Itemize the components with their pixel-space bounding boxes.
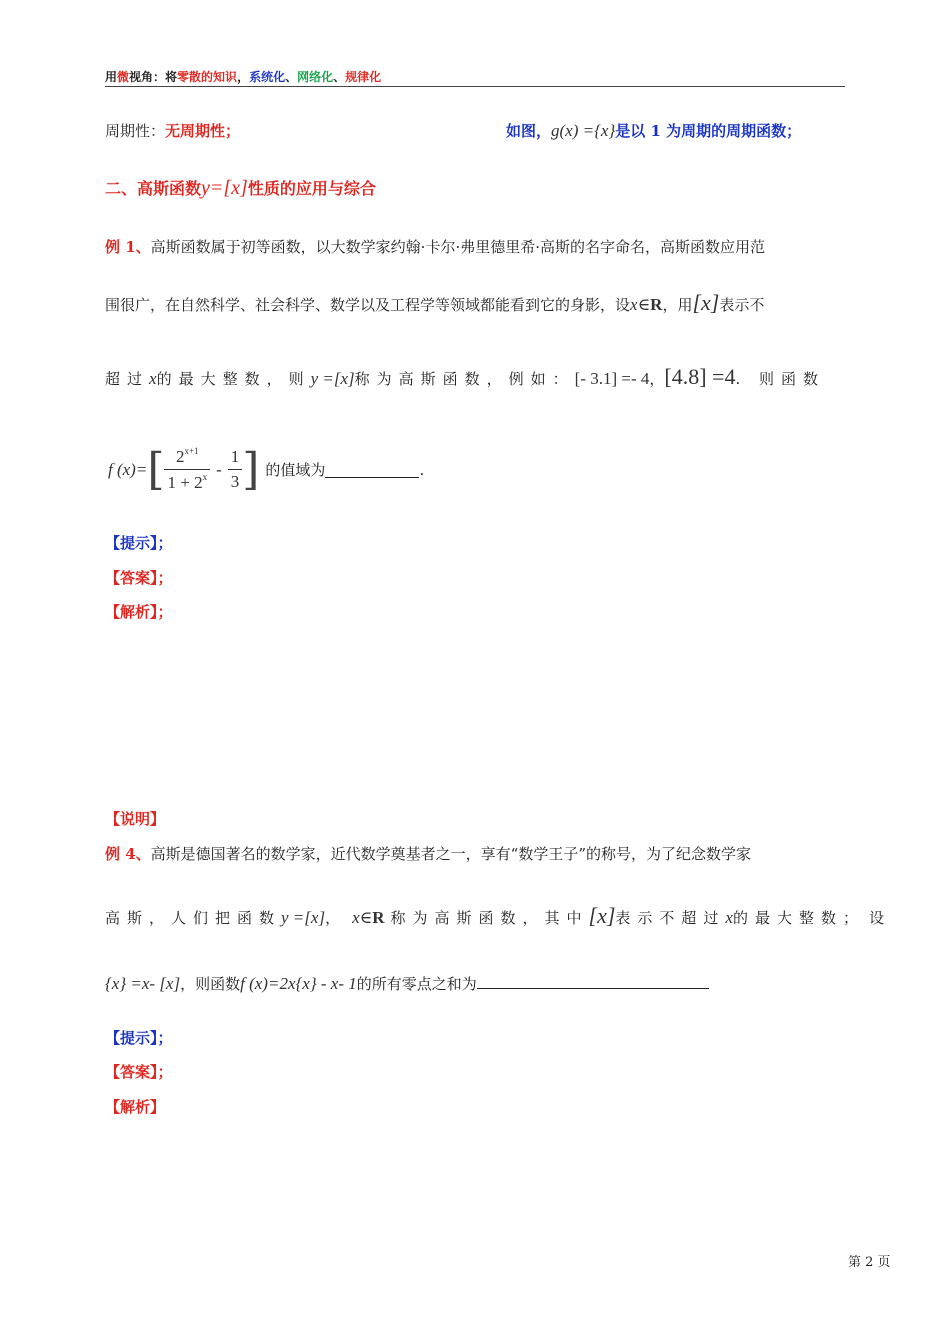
element-of-symbol: ∈ xyxy=(637,295,651,314)
example1-text-3b: 的最大整数，则 xyxy=(156,370,311,388)
frac-part-def: {x} =x- [x] xyxy=(105,974,181,993)
section-title xyxy=(105,176,376,200)
example1-text-comma-use: ，用 xyxy=(662,296,693,314)
header-text-10: 规律化 xyxy=(345,70,382,84)
example1-x-var: x xyxy=(630,295,638,314)
example1-label: 例 1、 xyxy=(105,238,151,256)
example4-x-var: x xyxy=(725,908,733,927)
header-text-7: 、 xyxy=(285,70,298,84)
header-text-2: 微 xyxy=(117,70,130,84)
header-text-3: 视角：将 xyxy=(129,70,178,84)
fraction-2 xyxy=(228,447,243,492)
example4-text-2d: 的最大整数； xyxy=(732,909,865,927)
example4-text-2c: 表示不超过 xyxy=(615,909,726,927)
example4-comma: ， xyxy=(325,909,341,927)
hint-label-1: 【提示】； xyxy=(105,534,173,552)
example1-function-line xyxy=(108,443,425,495)
as-figure-text: 如图， xyxy=(506,122,552,140)
answer-blank-1[interactable] xyxy=(325,461,419,478)
example1-text-3d: . 则函数 xyxy=(735,370,825,388)
page-number: 第 2 页 xyxy=(848,1255,891,1270)
analysis-label-2: 【解析】 xyxy=(105,1098,166,1116)
denominator-exponent: x xyxy=(202,472,208,482)
periodicity-value: 无周期性； xyxy=(165,122,241,140)
answer-label-2: 【答案】； xyxy=(105,1063,173,1081)
example4-line2 xyxy=(105,903,884,929)
example-floor-neg: [- 3.1] =- 4 xyxy=(574,369,650,388)
header-text-9: 、 xyxy=(333,70,346,84)
section-title-suffix: 性质的应用与综合 xyxy=(247,179,376,198)
example1-line1 xyxy=(105,236,765,257)
example4-text-2b: 称为高斯函数，其中 xyxy=(390,909,589,927)
real-set-symbol: R xyxy=(650,295,663,314)
section-title-prefix: 二、高斯函数 xyxy=(105,179,202,198)
right-floor-bracket: ] xyxy=(242,443,260,495)
numerator-base: 2 xyxy=(175,447,185,466)
minus-sign: - xyxy=(216,459,222,479)
periodicity-line xyxy=(105,120,240,141)
fraction-2-denominator: 3 xyxy=(230,472,240,491)
numerator-exponent: x+1 xyxy=(184,446,199,456)
answer-label-1: 【答案】； xyxy=(105,569,173,587)
example1-text-2b: 表示不 xyxy=(719,296,765,314)
example4-text-1: 高斯是德国著名的数学家，近代数学奠基者之一，享有“数学王子”的称号，为了纪念数学家 xyxy=(150,845,752,863)
periodicity-label: 周期性： xyxy=(105,122,166,140)
example4-real-set: R xyxy=(372,908,385,927)
header-text-6: 系统化 xyxy=(249,70,286,84)
range-text: 的值域为 xyxy=(265,461,326,479)
denominator-base: 1 + 2 xyxy=(167,473,203,492)
f-lhs: f (x)= xyxy=(108,459,148,479)
note-label: 【说明】 xyxy=(105,810,166,828)
example4-text-3a: ，则函数 xyxy=(180,975,241,993)
example1-comma2: ， xyxy=(649,370,665,388)
example4-floor-x: [x] xyxy=(588,903,616,928)
header-text-5: ， xyxy=(237,70,250,84)
example1-text-3c: 称为高斯函数，例如： xyxy=(354,370,575,388)
header-divider xyxy=(105,86,845,87)
fraction-2-numerator: 1 xyxy=(228,447,243,470)
period-mark: . xyxy=(419,460,425,479)
example4-text-3b: 的所有零点之和为 xyxy=(356,975,477,993)
example4-f-expr: f (x)=2x{x} - x- 1 xyxy=(240,974,357,993)
example4-text-2a: 高斯，人们把函数 xyxy=(105,909,282,927)
page-header xyxy=(105,68,381,85)
fraction-1-denominator xyxy=(164,470,210,493)
example1-x3-var: x xyxy=(149,369,157,388)
example4-x-in: x∈ xyxy=(352,908,373,927)
example4-label: 例 4、 xyxy=(105,845,151,863)
example1-line2 xyxy=(105,290,764,316)
analysis-label-1: 【解析】； xyxy=(105,603,173,621)
example1-gauss-expr: y =[x] xyxy=(310,369,355,388)
example4-line3 xyxy=(105,972,709,994)
answer-blank-2[interactable] xyxy=(477,972,709,989)
example1-text-1: 高斯函数属于初等函数，以大数学家约翰·卡尔·弗里德里希·高斯的名字命名，高斯函数应用范 xyxy=(150,238,765,256)
periodicity-figure-note xyxy=(506,120,801,141)
header-text-1: 用 xyxy=(105,70,118,84)
example-floor-pos: [4.8] =4 xyxy=(664,364,736,389)
example1-text-3a: 超过 xyxy=(105,370,150,388)
hint-label-2: 【提示】； xyxy=(105,1029,173,1047)
periodic-function-desc: 是以 1 为周期的周期函数； xyxy=(615,122,802,140)
example1-floor-x: [x] xyxy=(692,290,720,315)
g-function-expr: g(x) ={x} xyxy=(551,121,616,140)
fraction-1-numerator xyxy=(164,446,210,470)
header-text-4: 零散的知识 xyxy=(177,70,238,84)
header-text-8: 网络化 xyxy=(297,70,334,84)
example4-text-2e: 设 xyxy=(868,909,884,927)
fraction-1 xyxy=(164,446,210,493)
example1-line3 xyxy=(105,364,825,390)
left-floor-bracket: [ xyxy=(147,443,165,495)
section-title-expr: y=[x] xyxy=(201,177,248,199)
example1-text-2a: 围很广，在自然科学、社会科学、数学以及工程学等领域都能看到它的身影，设 xyxy=(105,296,631,314)
example4-gauss-expr: y =[x] xyxy=(281,908,326,927)
example4-line1 xyxy=(105,843,751,864)
